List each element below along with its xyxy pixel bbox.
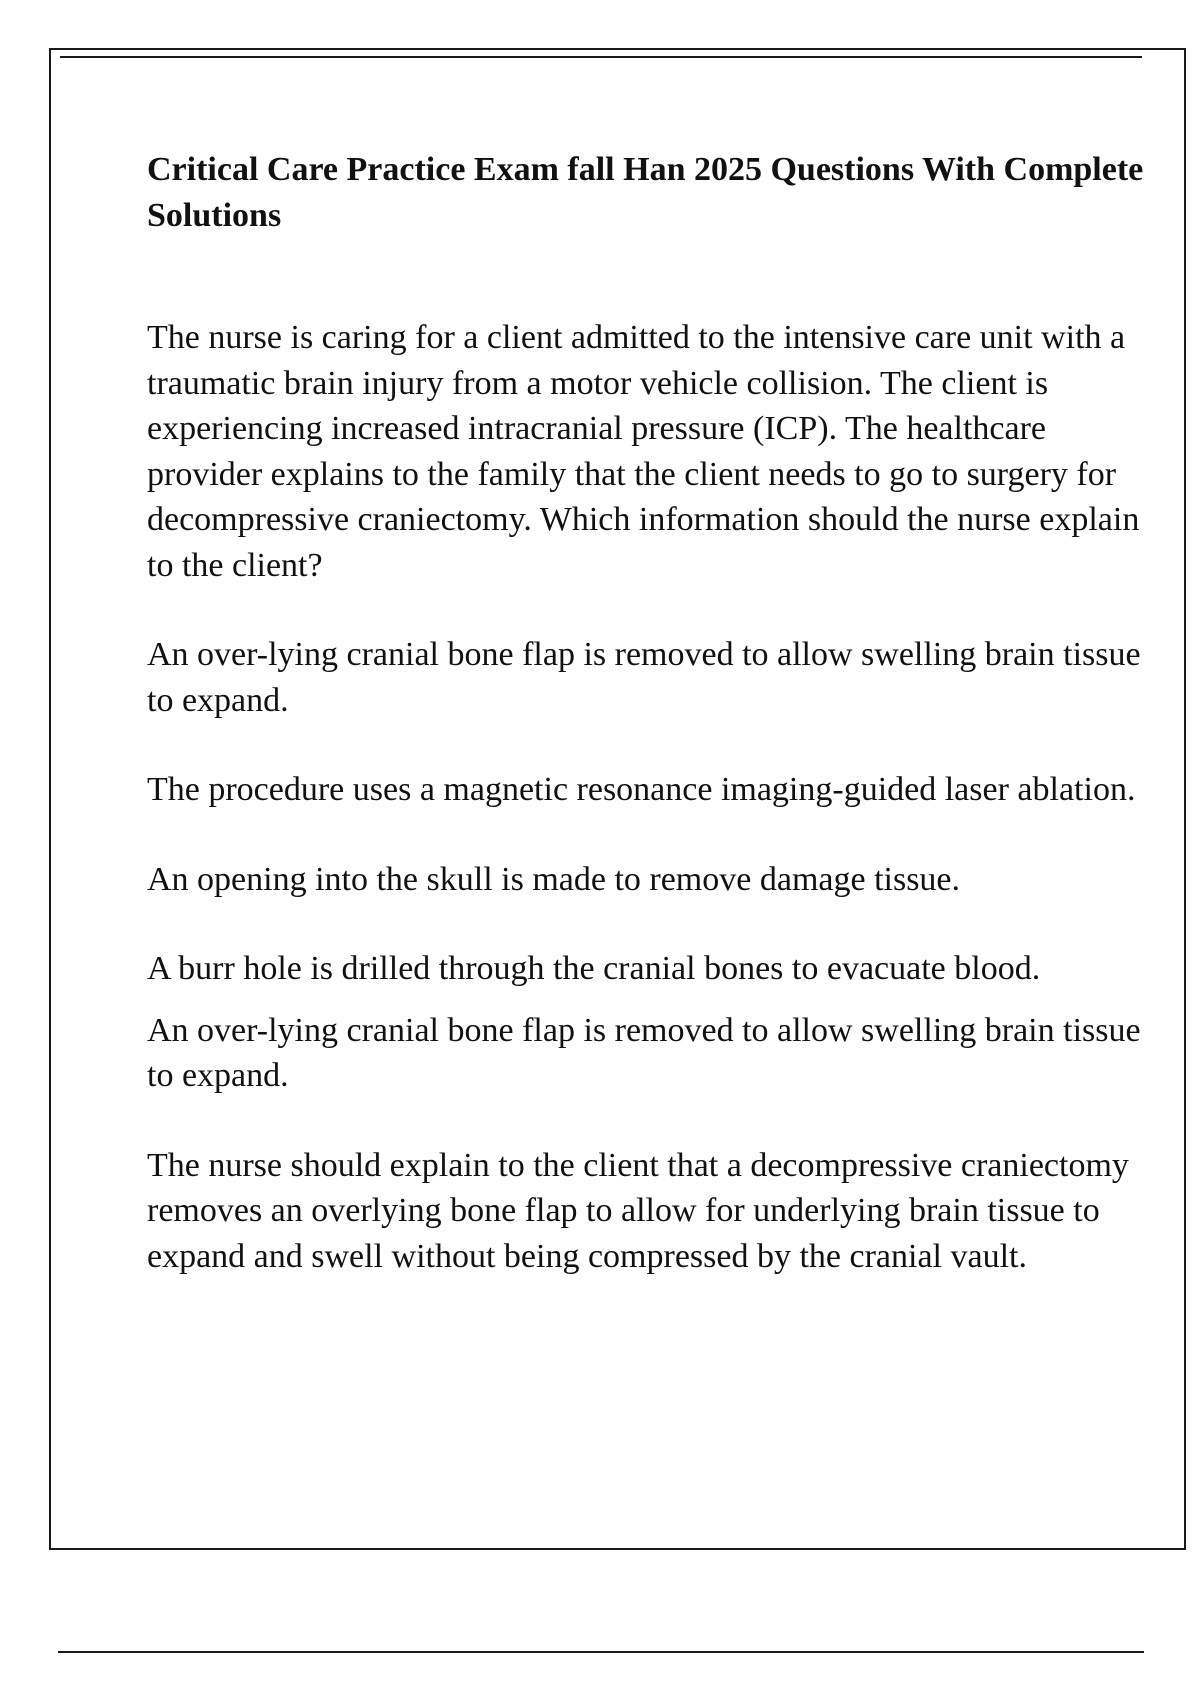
option-3: An opening into the skull is made to remove damage tissue. [147,860,961,898]
option-4: A burr hole is drilled through the cranial bones to evacuate blood. [147,950,1041,987]
bottom-rule [58,1651,1144,1653]
answer-text: An over-lying cranial bone flap is removed to allow swelling brain tissue to expand. [147,1011,1141,1094]
document-content [147,147,1147,1279]
option-2: The procedure uses a magnetic resonance imaging-guided laser ablation. [147,771,1136,808]
question-text: The nurse is caring for a client admitted to the intensive care unit with a traumatic brain injury from a motor vehicle collision. The client is experiencing increased intracranial pressure (ICP). The healthcare provider explains to the family that the client needs to go to surgery for decompressive craniectomy. Which information should the nurse explain to the client? [147,319,1140,584]
top-rule [60,56,1142,58]
page-frame [49,48,1186,1550]
document-title: Critical Care Practice Exam fall Han 2025 Questions With Complete Solutions [147,151,1144,234]
rationale-text: The nurse should explain to the client that a decompressive craniectomy removes an overlying bone flap to allow for underlying brain tissue to expand and swell without being compressed by the cranial vault. [147,1146,1129,1275]
option-1: An over-lying cranial bone flap is removed to allow swelling brain tissue to expand. [147,636,1141,719]
